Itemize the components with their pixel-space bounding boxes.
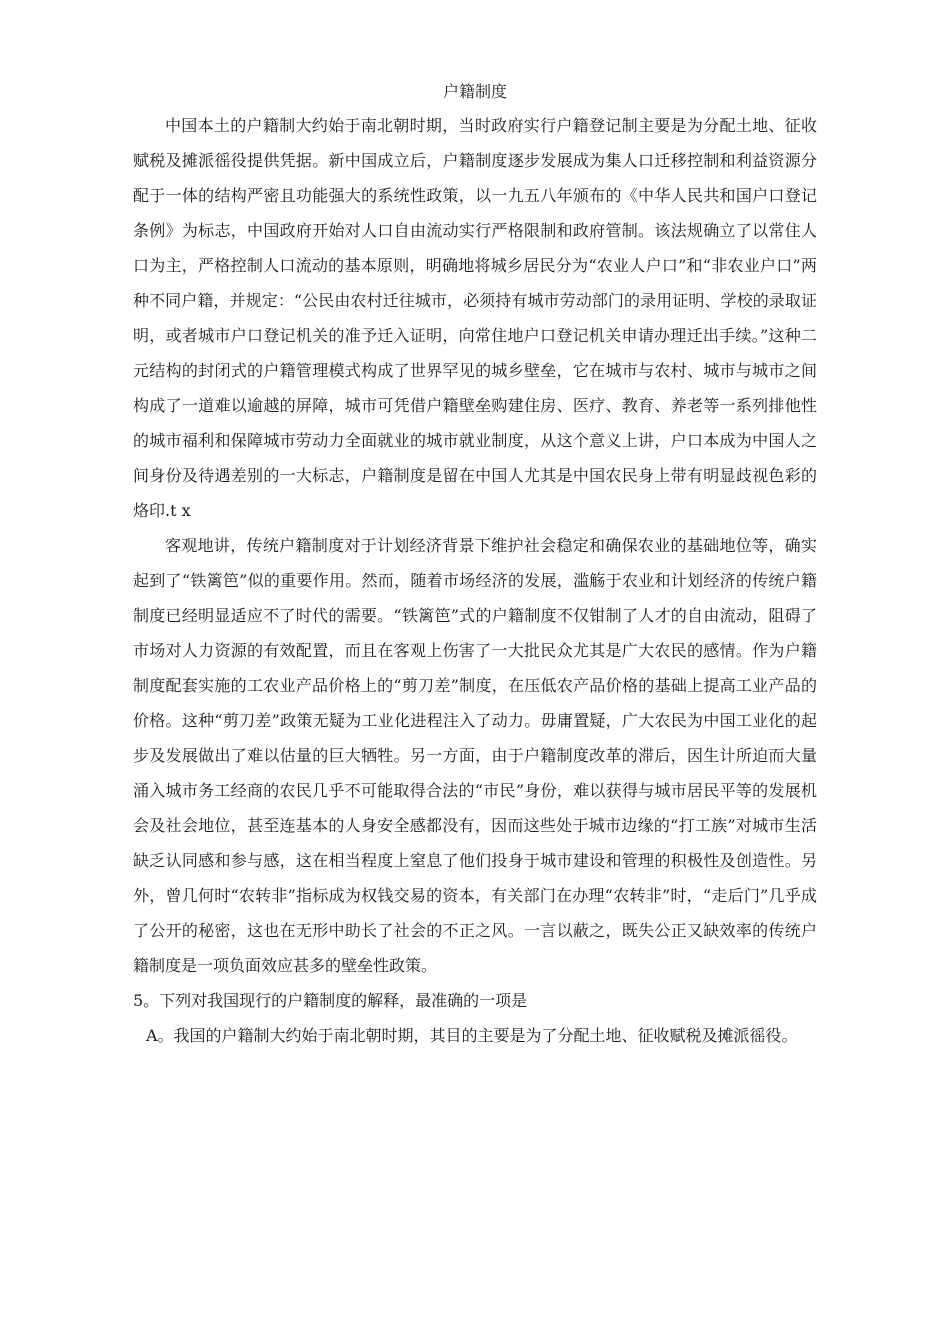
option-a: A。我国的户籍制大约始于南北朝时期，其目的主要是为了分配土地、征收赋税及摊派徭役。 (146, 1026, 798, 1045)
document-title: 户籍制度 (442, 82, 507, 101)
question-5: 5。下列对我国现行的户籍制度的解释，最准确的一项是 (133, 991, 528, 1010)
paragraph-2: 客观地讲，传统户籍制度对于计划经济背景下维护社会稳定和确保农业的基础地位等，确实起到了“铁篱笆”似的重要作用。然而，随着市场经济的发展，滥觞于农业和计划经济的传统户籍制度已经明显适应不了时代的需要。“铁篱笆”式的户籍制度不仅钳制了人才的自由流动，阻碍了市场对人力资源的有效配置，而且在客观上伤害了一大批民众尤其是广大农民的感情。作为户籍制度配套实施的工农业产品价格上的“剪刀差”制度，在压低农产品价格的基础上提高工业产品的价格。这种“剪刀差”政策无疑为工业化进程注入了动力。毋庸置疑，广大农民为中国工业化的起步及发展做出了难以估量的巨大牺牲。另一方面，由于户籍制度改革的滞后，因生计所迫而大量涌入城市务工经商的农民几乎不可能取得合法的“市民”身份，难以获得与城市居民平等的发展机会及社会地位，甚至连基本的人身安全感都没有，因而这些处于城市边缘的“打工族”对城市生活缺乏认同感和参与感，这在相当程度上窒息了他们投身于城市建设和管理的积极性及创造性。另外，曾几何时“农转非”指标成为权钱交易的资本，有关部门在办理“农转非”时，“走后门”几乎成了公开的秘密，这也在无形中助长了社会的不正之风。一言以蔽之，既失公正又缺效率的传统户籍制度是一项负面效应甚多的壁垒性政策。 (133, 536, 817, 975)
document-page (133, 78, 817, 1053)
paragraph-1: 中国本土的户籍制大约始于南北朝时期，当时政府实行户籍登记制主要是为分配土地、征收赋税及摊派徭役提供凭据。新中国成立后，户籍制度逐步发展成为集人口迁移控制和利益资源分配于一体的结构严密且功能强大的系统性政策，以一九五八年颁布的《中华人民共和国户口登记条例》为标志，中国政府开始对人口自由流动实行严格限制和政府管制。该法规确立了以常住人口为主，严格控制人口流动的基本原则，明确地将城乡居民分为“农业人户口”和“非农业户口”两种不同户籍，并规定：“公民由农村迁往城市，必须持有城市劳动部门的录用证明、学校的录取证明，或者城市户口登记机关的准予迁入证明，向常住地户口登记机关申请办理迁出手续。”这种二元结构的封闭式的户籍管理模式构成了世界罕见的城乡壁垒，它在城市与农村、城市与城市之间构成了一道难以逾越的屏障，城市可凭借户籍壁垒购建住房、医疗、教育、养老等一系列排他性的城市福利和保障城市劳动力全面就业的城市就业制度，从这个意义上讲，户口本成为中国人之间身份及待遇差别的一大标志，户籍制度是留在中国人尤其是中国农民身上带有明显歧视色彩的烙印.t x (133, 116, 817, 520)
